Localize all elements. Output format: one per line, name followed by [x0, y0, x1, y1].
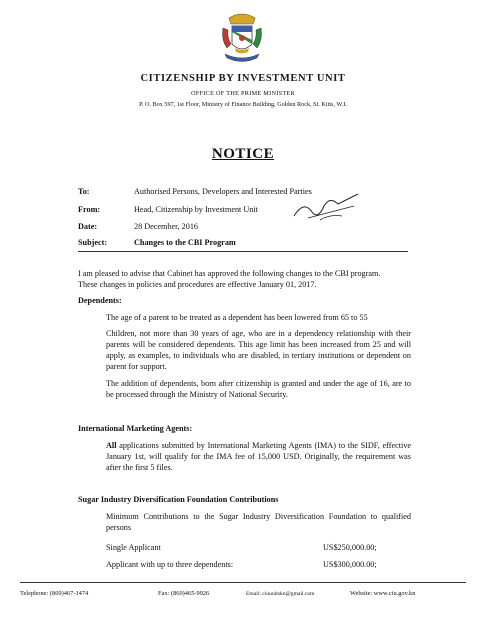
memo-date-value: 28 December, 2016 — [134, 222, 199, 231]
memo-divider — [78, 251, 408, 252]
dependents-after-citizenship: The addition of dependents, born after citizenship is granted and under the age of 16, are to be processed through the Ministry of National Security. — [106, 379, 411, 399]
memo-to-value: Authorised Persons, Developers and Interested Parties — [134, 187, 312, 196]
memo-subject-label: Subject: — [78, 238, 108, 247]
sidf-row-label: Applicant with up to three dependents: — [106, 560, 234, 569]
intro-line-2: These changes in policies and procedures are effective January 01, 2017. — [78, 280, 317, 289]
sidf-heading: Sugar Industry Diversification Foundation Contributions — [78, 495, 279, 504]
intro-line-1: I am pleased to advise that Cabinet has approved the following changes to the CBI program. — [78, 269, 381, 278]
coat-of-arms-icon — [219, 10, 265, 66]
footer-email: Email: ciuunitskn@gmail.com — [246, 591, 315, 597]
organization-name: CITIZENSHIP BY INVESTMENT UNIT — [140, 73, 346, 84]
signature-icon — [290, 190, 362, 226]
memo-from-label: From: — [78, 205, 101, 214]
ima-paragraph-text: applications submitted by International Marketing Agents (IMA) to the SIDF, effective January 1st, will qualify for the IMA fee of 15,000 USD. Originally, the requirement was after the first 5 files. — [106, 441, 411, 472]
dependents-heading: Dependents: — [78, 296, 122, 305]
memo-date-label: Date: — [78, 222, 98, 231]
memo-subject-value: Changes to the CBI Program — [134, 238, 236, 247]
ima-heading: International Marketing Agents: — [78, 424, 193, 433]
notice-title: NOTICE — [211, 146, 275, 162]
ima-paragraph — [106, 440, 411, 473]
footer-website: Website: www.ciu.gov.kn — [350, 590, 416, 597]
footer-telephone: Telephone: (869)467-1474 — [20, 590, 89, 597]
office-address: P. O. Box 597, 1st Floor, Ministry of Finance Building, Golden Rock, St. Kitts, W.I. — [139, 101, 347, 108]
sidf-row-amount: US$300,000.00; — [323, 560, 377, 569]
dependents-parent-age: The age of a parent to be treated as a dependent has been lowered from 65 to 55 — [106, 313, 368, 322]
sidf-intro: Minimum Contributions to the Sugar Industry Diversification Foundation to qualified persons — [106, 512, 411, 532]
sidf-row-label: Single Applicant — [106, 543, 161, 552]
footer-divider — [20, 582, 466, 583]
sidf-row-amount: US$250,000.00; — [323, 543, 377, 552]
dependents-children-rule: Children, not more than 30 years of age, who are in a dependency relationship with their parents will be considered dependents. This age limit has been increased from 25 and will apply, as examples, to individuals who are disabled, in tertiary institutions or dependent on parent for support. — [106, 329, 411, 371]
office-name: OFFICE OF THE PRIME MINISTER — [191, 90, 295, 97]
footer-fax: Fax: (869)465-9926 — [158, 590, 210, 597]
ima-lead-word: All — [106, 441, 117, 450]
memo-from-value: Head, Citizenship by Investment Unit — [134, 205, 258, 214]
memo-to-label: To: — [78, 187, 90, 196]
